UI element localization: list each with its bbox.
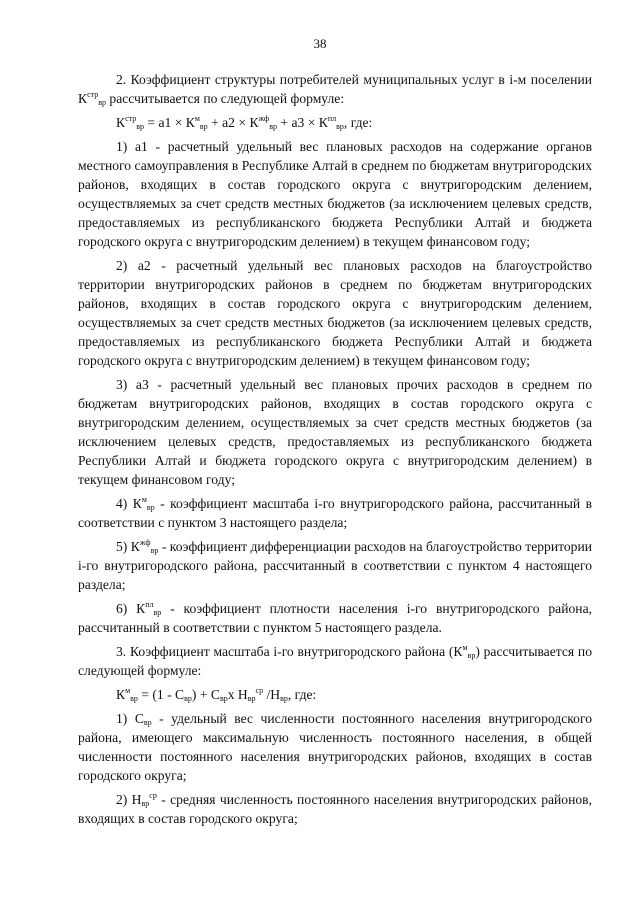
paragraph-p3: 1) а1 - расчетный удельный вес плановых расходов на содержание органов местного самоуправления в Республике Алтай в среднем по бюджетам внутригородских районов, входящих в состав городского округа с внутригородским делением, осуществляемых за счет средств местных бюджетов (за исключением целевых средств, предоставляемых из республиканского бюджета Республики Алтай и бюджета городского округа с внутригородским делением) в текущем финансовом году;	[78, 139, 592, 249]
paragraph-p4: 2) а2 - расчетный удельный вес плановых расходов на благоустройство территории внутригородских районов в среднем по бюджетам внутригородских районов, входящих в состав городского округа с внутригородским делением, осуществляемых за счет средств местных бюджетов (за исключением целевых средств, предоставляемых из республиканского бюджета Республики Алтай и бюджета городского округа с внутригородским делением) в текущем финансовом году;	[78, 258, 592, 368]
document-body	[78, 70, 592, 833]
paragraph-p9: 3. Коэффициент масштаба i-го внутригородского района $(К^м_{вр})$ рассчитывается по следующей формуле:	[78, 643, 592, 678]
paragraph-p7: 5) $К^{жф}_{вр}$ - коэффициент дифференциации расходов на благоустройство территории i-го внутригородского района, рассчитанный в соответствии с пунктом 4 настоящего раздела;	[78, 538, 592, 592]
paragraph-p2: $К^{стр}_{вр} = а1 \times К^м_{вр} + а2 \times К^{жф}_{вр} + а3 \times К^{пл}_{вр}$, где:	[116, 114, 373, 131]
paragraph-p11: 1) $С_{вр}$ - удельный вес численности постоянного населения внутригородского района, имеющего максимальную численность постоянного населения, в общей численности постоянного населения внутригородских районов, входящих в состав городского округа;	[78, 711, 592, 783]
paragraph-p12: 2) $Н_{вр}^{ср}$ - средняя численность постоянного населения внутригородских районов, входящих в состав городского округа;	[78, 791, 592, 826]
paragraph-p8: 6) $К^{пл}_{вр}$ - коэффициент плотности населения i-го внутригородского района, рассчитанный в соответствии с пунктом 5 настоящего раздела.	[78, 600, 592, 635]
paragraph-p5: 3) а3 - расчетный удельный вес плановых прочих расходов в среднем по бюджетам внутригородских районов, входящих в состав городского округа с внутригородским делением, осуществляемых за счет средств местных бюджетов (за исключением целевых средств, предоставляемых из республиканского бюджета Республики Алтай и бюджета городского округа с внутригородским делением) в текущем финансовом году;	[78, 377, 592, 487]
paragraph-p10: $К^м_{вр} = (1 - С_{вр}) + С_{вр}х$ $Н_{вр}^{ср}$ $/Н_{вр}$, где:	[116, 686, 317, 703]
paragraph-p6: 4) $К^м_{вр}$ - коэффициент масштаба i-го внутригородского района, рассчитанный в соответствии с пунктом 3 настоящего раздела;	[78, 495, 592, 530]
page-number: 38	[313, 36, 327, 51]
paragraph-p1: 2. Коэффициент структуры потребителей муниципальных услуг в i-м поселении $К^{стр}_{вр}$ рассчитывается по следующей формуле:	[78, 72, 592, 107]
